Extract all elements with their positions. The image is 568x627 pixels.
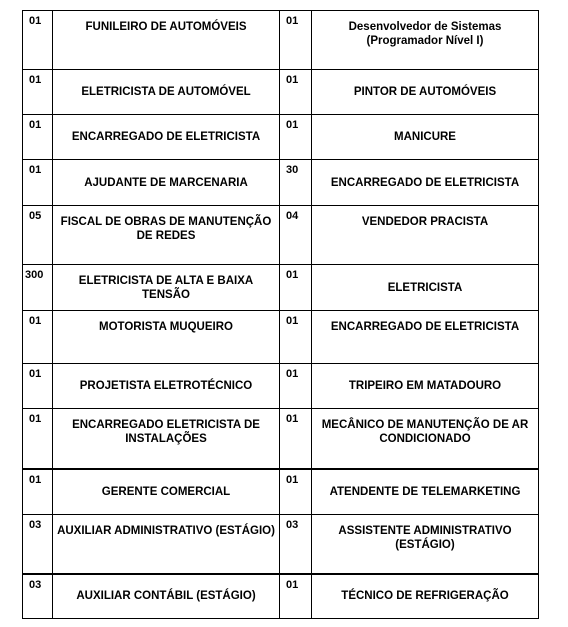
- left-job-title: MOTORISTA MUQUEIRO: [53, 311, 280, 364]
- right-quantity: 01: [280, 115, 312, 160]
- left-quantity: 01: [23, 364, 53, 409]
- right-quantity: 30: [280, 160, 312, 206]
- right-job-title: ENCARREGADO DE ELETRICISTA: [312, 311, 539, 364]
- table-row: [23, 11, 539, 70]
- left-quantity: 03: [23, 574, 53, 619]
- table-row: [23, 515, 539, 574]
- right-job-title: ASSISTENTE ADMINISTRATIVO (ESTÁGIO): [312, 515, 539, 574]
- right-quantity: 01: [280, 70, 312, 115]
- left-job-title: ELETRICISTA DE ALTA E BAIXA TENSÃO: [53, 265, 280, 311]
- left-quantity: 05: [23, 206, 53, 265]
- left-job-title: AJUDANTE DE MARCENARIA: [53, 160, 280, 206]
- left-job-title: PROJETISTA ELETROTÉCNICO: [53, 364, 280, 409]
- left-quantity: 01: [23, 160, 53, 206]
- left-job-title: ELETRICISTA DE AUTOMÓVEL: [53, 70, 280, 115]
- left-quantity: 03: [23, 515, 53, 574]
- right-quantity: 01: [280, 409, 312, 469]
- right-job-title: MANICURE: [312, 115, 539, 160]
- left-job-title: FISCAL DE OBRAS DE MANUTENÇÃO DE REDES: [53, 206, 280, 265]
- right-quantity: 01: [280, 364, 312, 409]
- job-vacancies-table: [22, 10, 539, 619]
- left-job-title: AUXILIAR CONTÁBIL (ESTÁGIO): [53, 574, 280, 619]
- table-row: [23, 115, 539, 160]
- right-quantity: 01: [280, 11, 312, 70]
- right-job-title: Desenvolvedor de Sistemas (Programador Nível I): [312, 11, 539, 70]
- right-job-title: ENCARREGADO DE ELETRICISTA: [312, 160, 539, 206]
- table-row: [23, 409, 539, 469]
- right-job-title: MECÂNICO DE MANUTENÇÃO DE AR CONDICIONADO: [312, 409, 539, 469]
- right-quantity: 01: [280, 311, 312, 364]
- right-quantity: 03: [280, 515, 312, 574]
- table-row: [23, 70, 539, 115]
- table-row: [23, 311, 539, 364]
- table-row: [23, 574, 539, 619]
- left-job-title: AUXILIAR ADMINISTRATIVO (ESTÁGIO): [53, 515, 280, 574]
- left-quantity: 01: [23, 70, 53, 115]
- right-job-title: VENDEDOR PRACISTA: [312, 206, 539, 265]
- left-quantity: 01: [23, 115, 53, 160]
- table-row: [23, 206, 539, 265]
- left-quantity: 01: [23, 469, 53, 515]
- right-quantity: 01: [280, 265, 312, 311]
- left-job-title: ENCARREGADO ELETRICISTA DE INSTALAÇÕES: [53, 409, 280, 469]
- left-quantity: 01: [23, 409, 53, 469]
- right-job-title: ATENDENTE DE TELEMARKETING: [312, 469, 539, 515]
- right-job-title: PINTOR DE AUTOMÓVEIS: [312, 70, 539, 115]
- left-job-title: GERENTE COMERCIAL: [53, 469, 280, 515]
- table-row: [23, 265, 539, 311]
- left-quantity: 300: [23, 265, 53, 311]
- left-job-title: FUNILEIRO DE AUTOMÓVEIS: [53, 11, 280, 70]
- table-row: [23, 364, 539, 409]
- right-quantity: 01: [280, 574, 312, 619]
- right-job-title: TRIPEIRO EM MATADOURO: [312, 364, 539, 409]
- right-job-title: TÉCNICO DE REFRIGERAÇÃO: [312, 574, 539, 619]
- right-job-title: ELETRICISTA: [312, 265, 539, 311]
- left-job-title: ENCARREGADO DE ELETRICISTA: [53, 115, 280, 160]
- right-quantity: 04: [280, 206, 312, 265]
- left-quantity: 01: [23, 11, 53, 70]
- left-quantity: 01: [23, 311, 53, 364]
- table-row: [23, 469, 539, 515]
- right-quantity: 01: [280, 469, 312, 515]
- table-row: [23, 160, 539, 206]
